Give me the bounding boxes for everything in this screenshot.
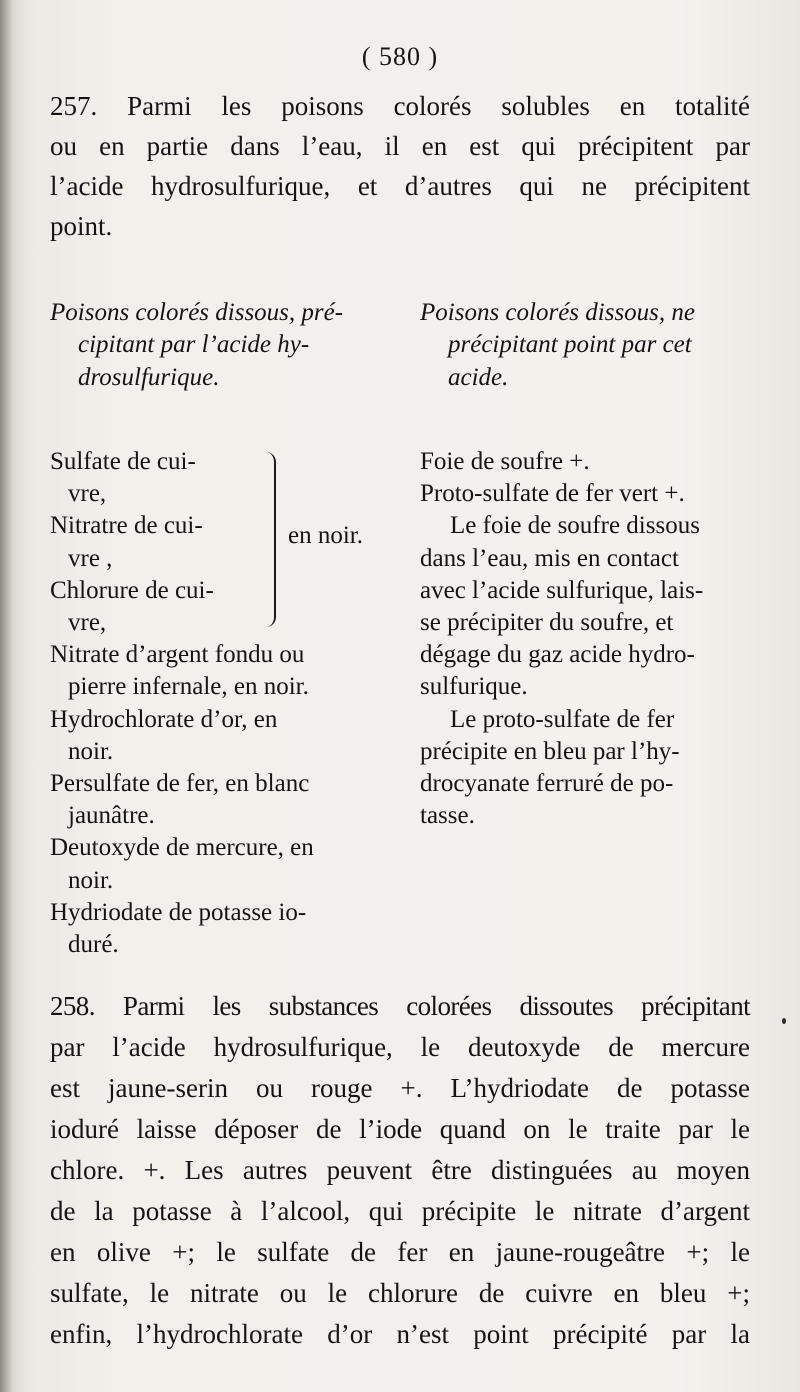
list-line: noir. bbox=[68, 737, 114, 765]
left-column-heading bbox=[50, 297, 395, 394]
text-line: ioduré laisse déposer de l’iode quand on le traite par le bbox=[50, 1114, 750, 1144]
right-column-list bbox=[420, 446, 755, 832]
text-line: sulfate, le nitrate ou le chlorure de cuivre en bleu +; bbox=[50, 1278, 750, 1308]
list-line: Le proto-sulfate de fer bbox=[450, 705, 675, 733]
text-line: en olive +; le sulfate de fer en jaune-rougeâtre +; le bbox=[50, 1237, 750, 1267]
text-line: 258. Parmi les substances colorées dissoutes précipitant bbox=[50, 991, 750, 1021]
text-line: enfin, l’hydrochlorate d’or n’est point précipité par la bbox=[50, 1319, 750, 1349]
list-line: précipite en bleu par l’hy- bbox=[420, 737, 680, 765]
list-line: Foie de soufre +. bbox=[420, 448, 590, 475]
list-line: pierre infernale, en noir. bbox=[68, 673, 309, 701]
list-line: vre , bbox=[68, 544, 113, 572]
heading-line: cipitant par l’acide hy- bbox=[78, 331, 310, 359]
list-line: Persulfate de fer, en blanc bbox=[50, 770, 310, 798]
list-line: Le foie de soufre dissous bbox=[450, 512, 700, 540]
ink-speck bbox=[782, 1018, 786, 1024]
text-line: 257. Parmi les poisons colorés solubles en totalité bbox=[50, 91, 750, 121]
text-line: ou en partie dans l’eau, il en est qui précipitent par bbox=[50, 131, 750, 161]
list-line: Proto-sulfate de fer vert +. bbox=[420, 480, 685, 508]
list-line: se précipiter du soufre, et bbox=[420, 609, 674, 637]
list-line: dégage du gaz acide hydro- bbox=[420, 641, 695, 669]
list-line: duré. bbox=[68, 931, 119, 959]
heading-line: drosulfurique. bbox=[78, 363, 220, 391]
list-line: vre, bbox=[68, 480, 107, 508]
list-line: Sulfate de cui- bbox=[50, 448, 196, 475]
text-line: l’acide hydrosulfurique, et d’autres qui ne précipitent bbox=[50, 171, 750, 201]
list-line: sulfurique. bbox=[420, 673, 528, 701]
text-line: est jaune-serin ou rouge +. L’hydriodate de potasse bbox=[50, 1073, 750, 1103]
list-line: dans l’eau, mis en contact bbox=[420, 544, 679, 572]
list-line: Nitrate d’argent fondu ou bbox=[50, 641, 305, 669]
paragraph-257 bbox=[50, 86, 750, 246]
heading-line: précipitant point par cet bbox=[448, 331, 692, 359]
list-line: tasse. bbox=[420, 802, 475, 830]
list-line: drocyanate ferruré de po- bbox=[420, 770, 674, 798]
text-line: par l’acide hydrosulfurique, le deutoxyde de mercure bbox=[50, 1032, 750, 1062]
text-line: point. bbox=[50, 211, 113, 241]
list-line: vre, bbox=[68, 609, 107, 637]
paragraph-258 bbox=[50, 986, 750, 1355]
heading-line: Poisons colorés dissous, pré- bbox=[50, 299, 344, 326]
bracket-label: en noir. bbox=[288, 522, 363, 549]
page-edge-shadow bbox=[0, 0, 12, 1392]
right-column-heading bbox=[420, 297, 760, 394]
list-line: Hydriodate de potasse io- bbox=[50, 898, 307, 926]
heading-line: acide. bbox=[448, 363, 509, 391]
list-line: Nitratre de cui- bbox=[50, 512, 203, 540]
heading-line: Poisons colorés dissous, ne bbox=[420, 299, 695, 326]
list-line: jaunâtre. bbox=[68, 802, 155, 830]
list-line: noir. bbox=[68, 866, 114, 894]
page-number: ( 580 ) bbox=[361, 42, 439, 71]
list-line: avec l’acide sulfurique, lais- bbox=[420, 576, 704, 604]
list-line: Chlorure de cui- bbox=[50, 576, 214, 604]
list-line: Deutoxyde de mercure, en bbox=[50, 834, 314, 862]
text-line: de la potasse à l’alcool, qui précipite le nitrate d’argent bbox=[50, 1196, 750, 1226]
text-line: chlore. +. Les autres peuvent être distinguées au moyen bbox=[50, 1155, 750, 1185]
list-line: Hydrochlorate d’or, en bbox=[50, 705, 278, 733]
curly-bracket bbox=[262, 452, 276, 627]
